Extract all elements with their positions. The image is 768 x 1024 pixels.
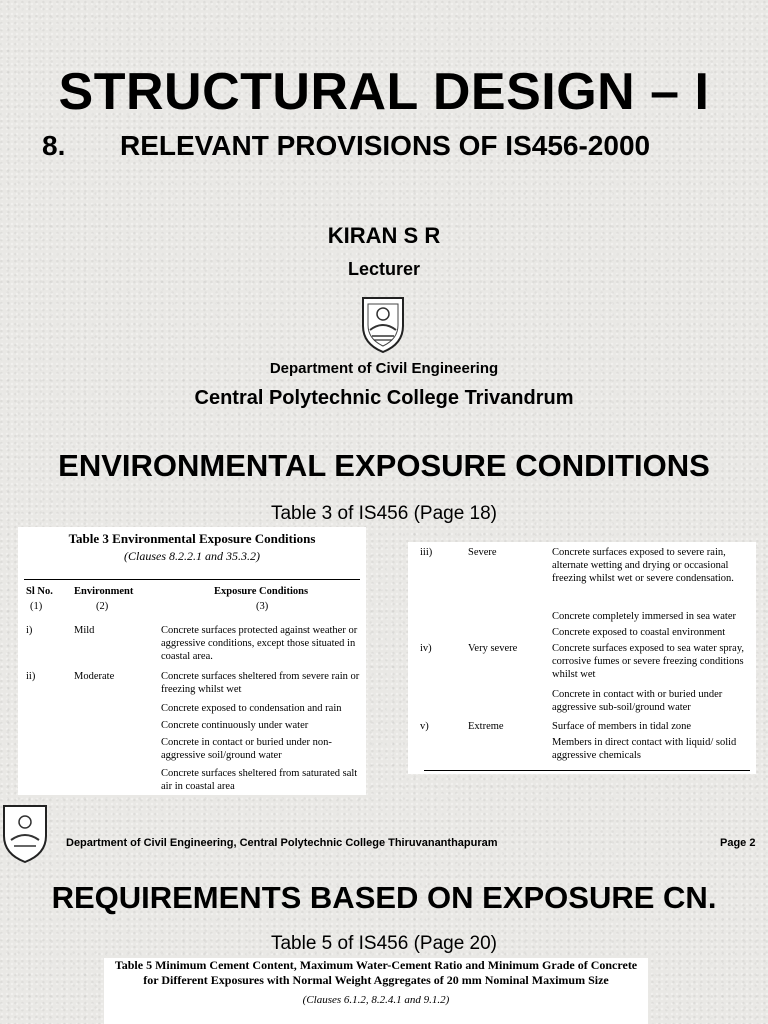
row-environment: Mild [74, 625, 95, 636]
row-condition: Surface of members in tidal zone [552, 721, 692, 732]
row-environment: Extreme [468, 721, 504, 732]
college-name: Central Polytechnic College Trivandrum [194, 387, 574, 409]
table-clauses: (Clauses 6.1.2, 8.2.4.1 and 9.1.2) [302, 994, 450, 1006]
row-number: iii) [420, 547, 433, 558]
row-condition: Concrete surfaces protected against weather or aggressive conditions, except those situated in coastal area. [161, 625, 358, 663]
table5-panel [104, 958, 648, 1024]
section-heading: REQUIREMENTS BASED ON EXPOSURE CN. [51, 880, 717, 915]
header-num: (3) [256, 601, 269, 612]
row-condition: Concrete in contact with or buried under aggressive sub-soil/ground water [552, 689, 723, 714]
row-environment: Very severe [468, 643, 518, 654]
row-environment: Moderate [74, 671, 115, 682]
table-reference: Table 3 of IS456 (Page 18) [270, 503, 498, 524]
table-title: Table 3 Environmental Exposure Conditions [68, 531, 316, 546]
college-emblem-icon [0, 800, 50, 864]
footer-department: Department of Civil Engineering, Central Polytechnic College Thiruvananthapuram [66, 837, 498, 849]
row-condition: Concrete surfaces sheltered from saturated salt air in coastal area [161, 768, 358, 793]
college-emblem-icon [358, 292, 408, 354]
row-number: i) [26, 625, 33, 636]
row-number: v) [420, 721, 429, 732]
divider [24, 579, 360, 580]
row-condition: Concrete surfaces sheltered from severe rain or freezing whilst wet [161, 671, 360, 696]
author-role: Lecturer [347, 259, 421, 279]
chapter-number: 8. [42, 130, 66, 161]
header-environment: Environment [74, 586, 134, 597]
row-condition: Concrete surfaces exposed to severe rain, alternate wetting and drying or occasional freezing whilst wet or severe condensation. [552, 547, 734, 585]
section-heading: ENVIRONMENTAL EXPOSURE CONDITIONS [58, 448, 710, 483]
row-condition: Concrete exposed to condensation and rain [161, 703, 342, 714]
row-condition: Concrete exposed to coastal environment [552, 627, 726, 638]
header-slno: Sl No. [26, 586, 53, 597]
divider [424, 770, 750, 771]
header-exposure: Exposure Conditions [214, 586, 309, 597]
page-number: Page 2 [720, 837, 756, 849]
row-condition: Concrete in contact or buried under non-aggressive soil/ground water [161, 737, 332, 762]
table-reference: Table 5 of IS456 (Page 20) [270, 933, 498, 954]
table-title-cont: for Different Exposures with Normal Weight Aggregates of 20 mm Nominal Maximum Size [143, 973, 609, 987]
header-num: (2) [96, 601, 109, 612]
author-name: KIRAN S R [327, 223, 441, 248]
chapter-title: RELEVANT PROVISIONS OF IS456-2000 [120, 130, 651, 161]
header-num: (1) [30, 601, 43, 612]
row-condition: Members in direct contact with liquid/ solid aggressive chemicals [552, 737, 737, 762]
table3-right-panel [408, 542, 756, 774]
row-condition: Concrete surfaces exposed to sea water spray, corrosive fumes or severe freezing conditions whilst wet [552, 643, 745, 681]
department-name: Department of Civil Engineering [269, 360, 499, 377]
table3-left-panel [18, 527, 366, 795]
row-number: iv) [420, 643, 432, 654]
row-environment: Severe [468, 547, 497, 558]
table-title: Table 5 Minimum Cement Content, Maximum Water-Cement Ratio and Minimum Grade of Concrete [114, 958, 638, 972]
row-number: ii) [26, 671, 36, 682]
row-condition: Concrete continuously under water [161, 720, 309, 731]
slide-title: STRUCTURAL DESIGN – I [58, 63, 710, 121]
table-clauses: (Clauses 8.2.2.1 and 35.3.2) [124, 549, 260, 564]
row-condition: Concrete completely immersed in sea water [552, 611, 736, 622]
